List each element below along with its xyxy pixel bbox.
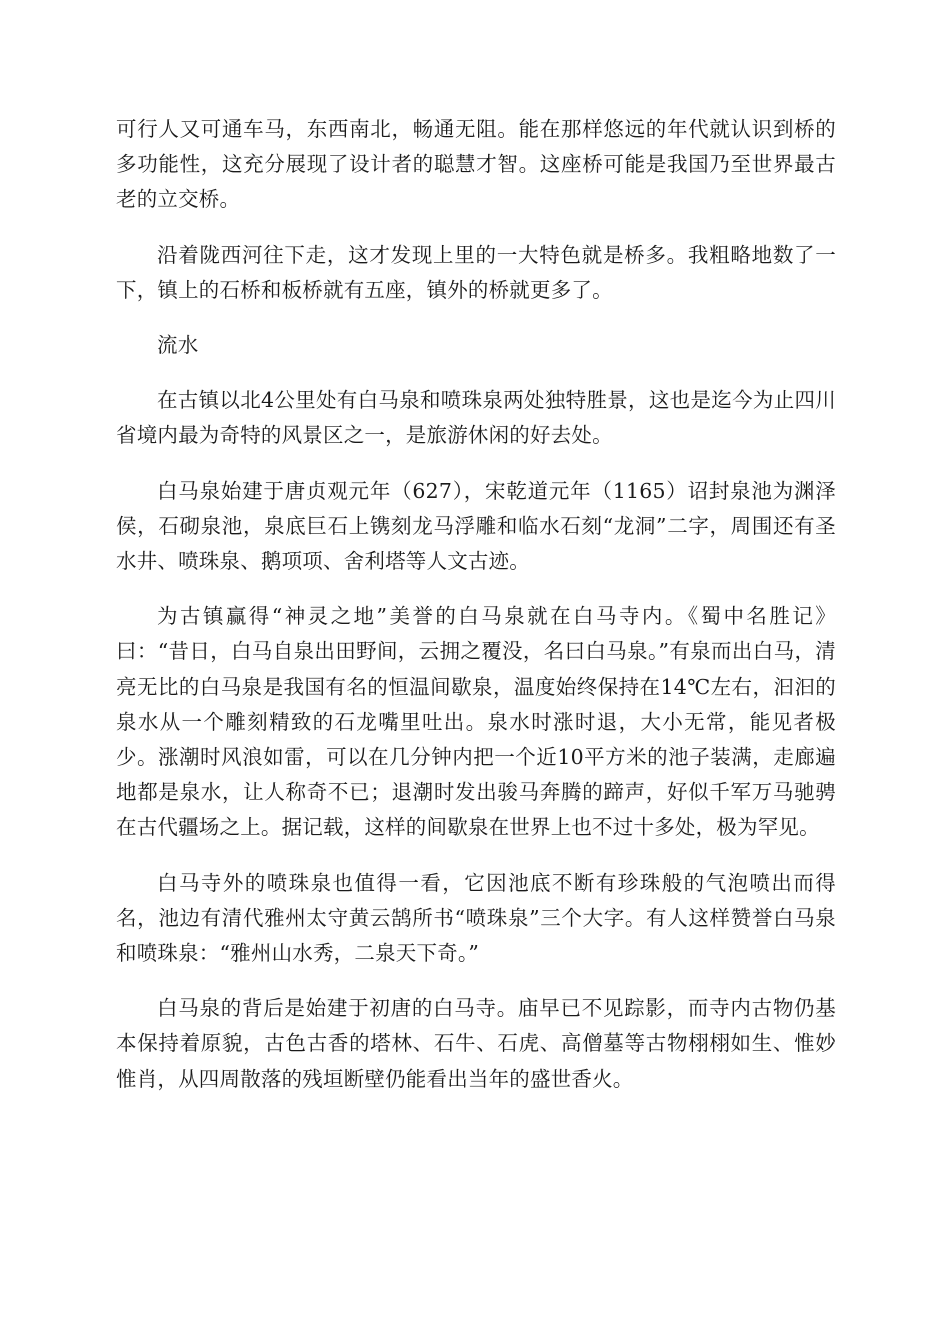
document-body (116, 112, 836, 1117)
paragraph-bridges-count: 沿着陇西河往下走，这才发现上里的一大特色就是桥多。我粗略地数了一下，镇上的石桥和板桥就有五座，镇外的桥就更多了。 (116, 242, 836, 302)
paragraph-bridge-intro: 可行人又可通车马，东西南北，畅通无阻。能在那样悠远的年代就认识到桥的多功能性，这充分展现了设计者的聪慧才智。这座桥可能是我国乃至世界最古老的立交桥。 (116, 117, 836, 212)
paragraph-baima-spring-geyser: 为古镇赢得“神灵之地”美誉的白马泉就在白马寺内。《蜀中名胜记》曰：“昔日，白马自泉出田野间，云拥之覆没，名曰白马泉。”有泉而出白马，清亮无比的白马泉是我国有名的恒温间歇泉，温度始终保持在14℃左右，汩汩的泉水从一个雕刻精致的石龙嘴里吐出。泉水时涨时退，大小无常，能见者极少。涨潮时风浪如雷，可以在几分钟内把一个近10平方米的池子装满，走廊遍地都是泉水，让人称奇不已；退潮时发出骏马奔腾的蹄声，好似千军万马驰骋在古代疆场之上。据记载，这样的间歇泉在世界上也不过十多处，极为罕见。 (116, 604, 836, 840)
paragraph-springs-location: 在古镇以北4公里处有白马泉和喷珠泉两处独特胜景，这也是迄今为止四川省境内最为奇特的风景区之一，是旅游休闲的好去处。 (116, 388, 836, 448)
paragraph-penzhu-spring: 白马寺外的喷珠泉也值得一看，它因池底不断有珍珠般的气泡喷出而得名，池边有清代雅州太守黄云鹄所书“喷珠泉”三个大字。有人这样赞誉白马泉和喷珠泉：“雅州山水秀，二泉天下奇。” (116, 870, 836, 966)
paragraph-baima-spring-history: 白马泉始建于唐贞观元年（627），宋乾道元年（1165）诏封泉池为渊泽侯，石砌泉池，泉底巨石上镌刻龙马浮雕和临水石刻“龙洞”二字，周围还有圣水井、喷珠泉、鹅项项、舍利塔等人文古迹。 (116, 478, 836, 574)
paragraph-baima-temple: 白马泉的背后是始建于初唐的白马寺。庙早已不见踪影，而寺内古物仍基本保持着原貌，古色古香的塔林、石牛、石虎、高僧墓等古物栩栩如生、惟妙惟肖，从四周散落的残垣断壁仍能看出当年的盛世香火。 (116, 996, 836, 1091)
section-heading-flowing-water: 流水 (157, 333, 199, 358)
